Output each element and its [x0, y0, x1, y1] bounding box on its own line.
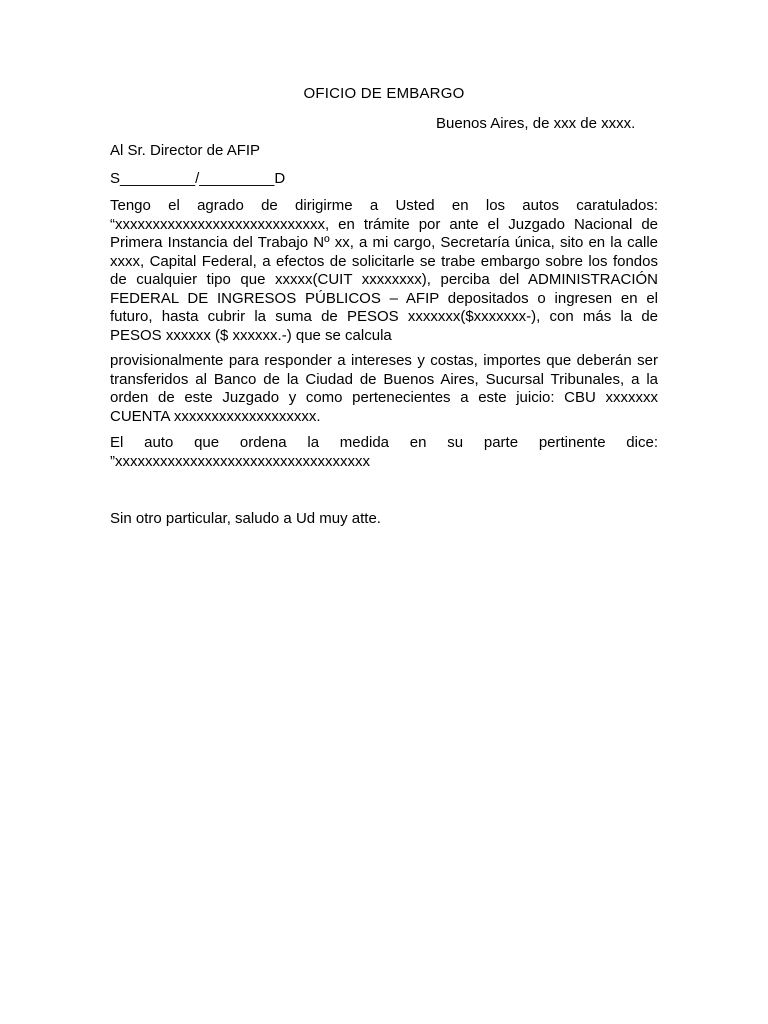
date-line: Buenos Aires, de xxx de xxxx.: [436, 115, 636, 132]
paragraph-body-1: [110, 197, 658, 345]
paragraph-line: orden de este Juzgado y como pertenecientes a este juicio: CBU xxxxxxx: [110, 389, 658, 406]
paragraph-line: “xxxxxxxxxxxxxxxxxxxxxxxxxxxx, en trámite por ante el Juzgado Nacional de: [110, 215, 658, 233]
paragraph-line: PESOS xxxxxx ($ xxxxxx.-) que se calcula: [110, 326, 392, 344]
paragraph-line: Tengo el agrado de dirigirme a Usted en los autos caratulados:: [110, 197, 658, 214]
paragraph-line: provisionalmente para responder a intereses y costas, importes que deberán ser: [110, 352, 658, 369]
paragraph-body-2: [110, 352, 658, 426]
paragraph-line: xxxx, Capital Federal, a efectos de solicitarle se trabe embargo sobre los fondos: [110, 252, 658, 270]
paragraph-line: Primera Instancia del Trabajo Nº xx, a mi cargo, Secretaría única, sito en la calle: [110, 234, 658, 251]
paragraph-line: FEDERAL DE INGRESOS PÚBLICOS – AFIP depositados o ingresen en el: [110, 289, 658, 307]
sd-line: S_________/_________D: [110, 170, 286, 187]
paragraph-body-3: [110, 434, 658, 471]
closing-line: Sin otro particular, saludo a Ud muy atte.: [110, 510, 381, 527]
addressee-line: Al Sr. Director de AFIP: [110, 142, 261, 159]
paragraph-line: El auto que ordena la medida en su parte pertinente dice:: [110, 434, 658, 451]
document-title: OFICIO DE EMBARGO: [303, 85, 465, 102]
paragraph-line: CUENTA xxxxxxxxxxxxxxxxxxx.: [110, 407, 321, 425]
paragraph-line: futuro, hasta cubrir la suma de PESOS xxxxxxx($xxxxxxx-), con más la de: [110, 308, 658, 325]
paragraph-line: de cualquier tipo que xxxxx(CUIT xxxxxxxx), perciba del ADMINISTRACIÓN: [110, 271, 658, 288]
paragraph-line: ”xxxxxxxxxxxxxxxxxxxxxxxxxxxxxxxxxx: [110, 452, 370, 470]
paragraph-line: transferidos al Banco de la Ciudad de Buenos Aires, Sucursal Tribunales, a la: [110, 370, 658, 388]
